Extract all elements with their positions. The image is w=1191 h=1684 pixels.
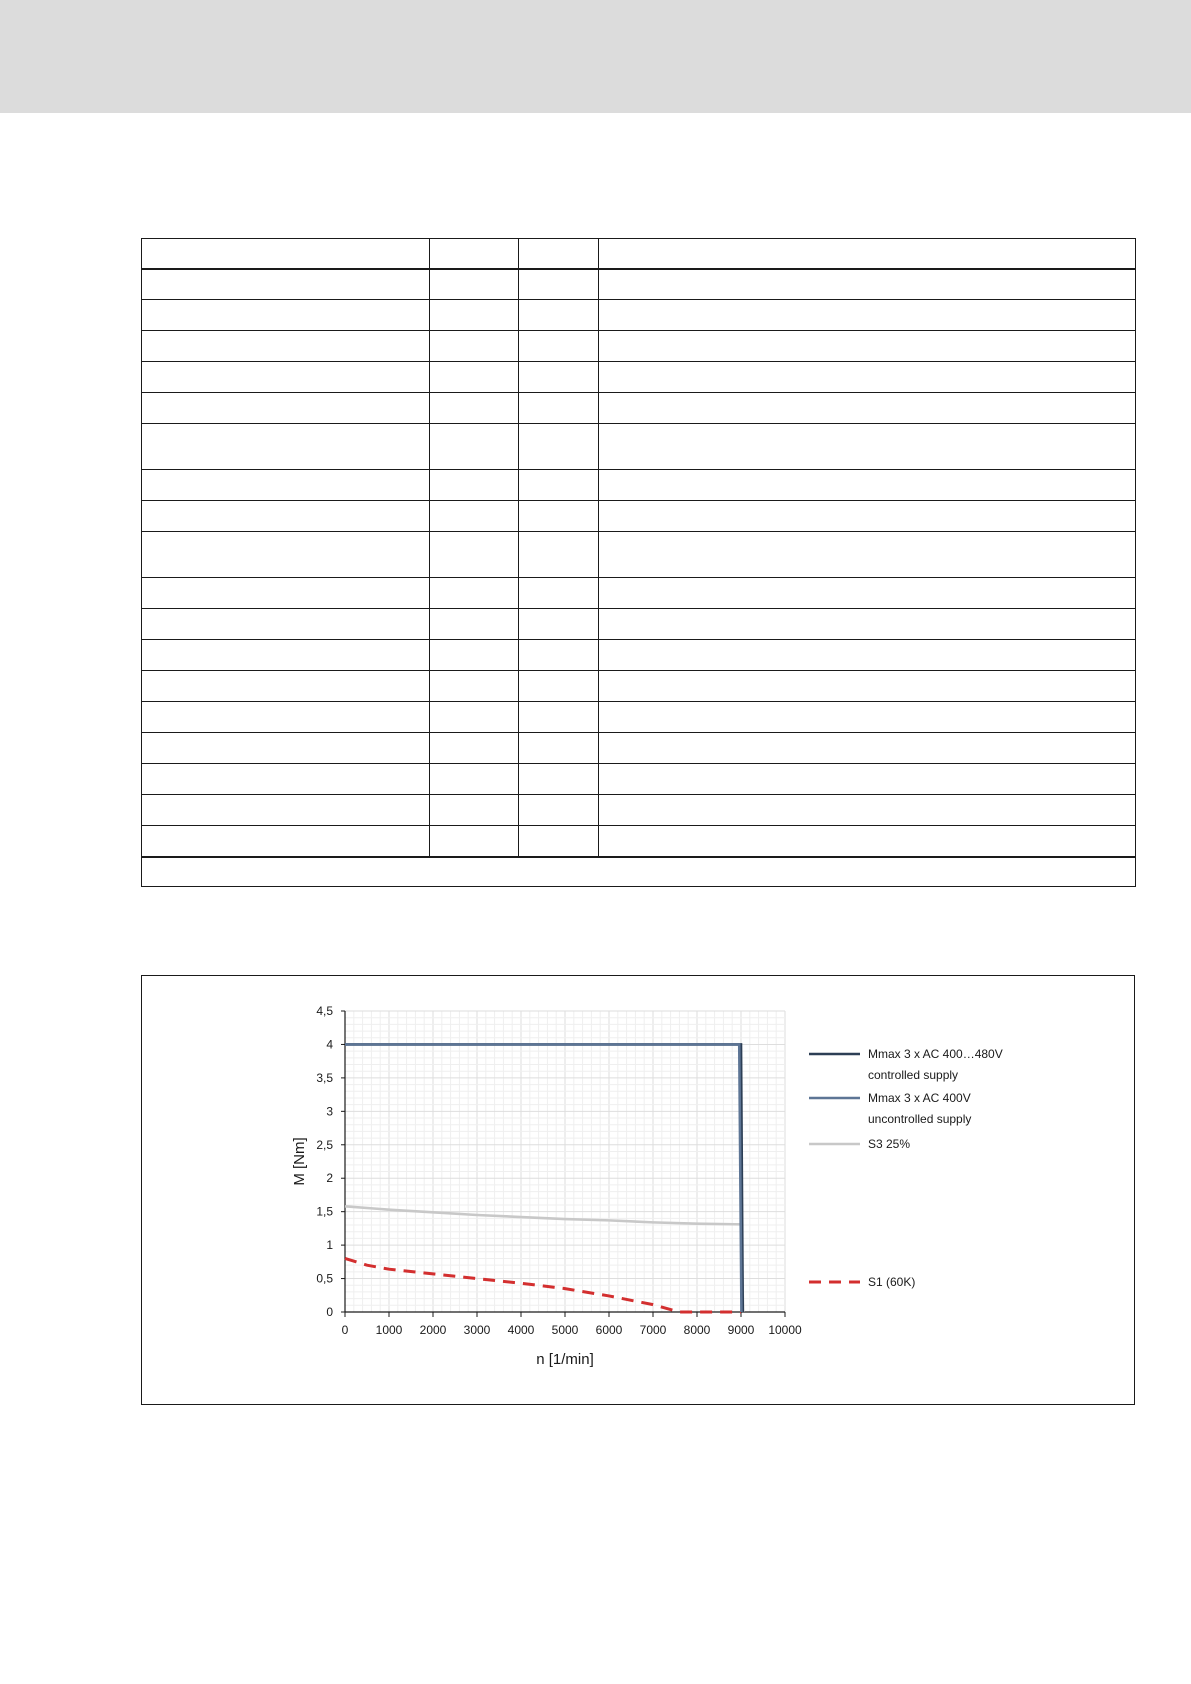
table-cell xyxy=(599,702,1136,733)
table-cell xyxy=(519,702,599,733)
x-tick-label: 1000 xyxy=(375,1323,403,1337)
table-cell xyxy=(430,424,519,470)
table-row xyxy=(142,331,1136,362)
table-cell xyxy=(599,532,1136,578)
table-cell xyxy=(519,239,599,269)
table-cell xyxy=(519,424,599,470)
table-cell xyxy=(519,300,599,331)
table-cell xyxy=(430,578,519,609)
table-cell xyxy=(430,269,519,300)
table-cell xyxy=(519,331,599,362)
table-cell xyxy=(599,826,1136,857)
table-cell xyxy=(430,239,519,269)
table-cell xyxy=(599,671,1136,702)
specification-table xyxy=(141,238,1136,887)
table-row xyxy=(142,764,1136,795)
table-cell xyxy=(519,501,599,532)
table-cell xyxy=(599,640,1136,671)
table-row xyxy=(142,640,1136,671)
table-row xyxy=(142,671,1136,702)
table-cell xyxy=(430,300,519,331)
table-cell xyxy=(142,239,430,269)
table-cell xyxy=(142,424,430,470)
table-cell xyxy=(599,470,1136,501)
table-cell xyxy=(599,764,1136,795)
table-cell xyxy=(599,795,1136,826)
legend-label: S1 (60K) xyxy=(868,1275,916,1289)
table-cell xyxy=(142,764,430,795)
table-cell xyxy=(519,640,599,671)
table-cell xyxy=(430,795,519,826)
table-cell xyxy=(519,795,599,826)
table-cell xyxy=(142,733,430,764)
table-cell xyxy=(142,362,430,393)
table-row xyxy=(142,300,1136,331)
table-cell xyxy=(599,331,1136,362)
table-cell xyxy=(430,501,519,532)
table-cell xyxy=(430,362,519,393)
table-cell xyxy=(599,501,1136,532)
table-cell xyxy=(430,671,519,702)
table-cell xyxy=(142,331,430,362)
table-row xyxy=(142,857,1136,887)
table-cell xyxy=(599,362,1136,393)
x-tick-label: 9000 xyxy=(727,1323,755,1337)
table-row xyxy=(142,702,1136,733)
table-cell xyxy=(142,702,430,733)
x-tick-label: 6000 xyxy=(595,1323,623,1337)
table-cell xyxy=(142,826,430,857)
x-tick-label: 5000 xyxy=(551,1323,579,1337)
y-tick-label: 3 xyxy=(326,1104,333,1119)
table-cell xyxy=(599,733,1136,764)
table-cell xyxy=(519,269,599,300)
table-cell xyxy=(519,764,599,795)
table-row xyxy=(142,795,1136,826)
y-axis-title: M [Nm] xyxy=(291,1137,308,1186)
table-cell xyxy=(430,640,519,671)
table-cell xyxy=(519,671,599,702)
y-tick-label: 2,5 xyxy=(316,1137,333,1152)
x-tick-label: 0 xyxy=(341,1323,349,1337)
table-cell xyxy=(599,609,1136,640)
table-cell xyxy=(142,795,430,826)
table-cell xyxy=(142,609,430,640)
table-row xyxy=(142,733,1136,764)
table-cell xyxy=(430,393,519,424)
chart-canvas xyxy=(142,976,1134,1404)
table-row xyxy=(142,578,1136,609)
table-cell xyxy=(142,671,430,702)
legend-label: controlled supply xyxy=(868,1068,959,1082)
x-tick-label: 3000 xyxy=(463,1323,491,1337)
y-tick-label: 1 xyxy=(326,1238,333,1253)
table-cell xyxy=(519,609,599,640)
y-tick-label: 4,5 xyxy=(316,1004,333,1018)
table-cell xyxy=(142,578,430,609)
table-row xyxy=(142,532,1136,578)
series-line xyxy=(345,1206,743,1312)
table-cell xyxy=(430,764,519,795)
table-cell xyxy=(599,300,1136,331)
table-cell xyxy=(519,733,599,764)
table-cell xyxy=(142,393,430,424)
table-cell xyxy=(430,532,519,578)
torque-speed-chart xyxy=(141,975,1135,1405)
table-row xyxy=(142,424,1136,470)
table-cell xyxy=(430,826,519,857)
y-tick-label: 0 xyxy=(326,1305,333,1319)
x-tick-label: 10000 xyxy=(768,1323,802,1337)
page-header-bar xyxy=(0,0,1191,113)
table-row xyxy=(142,826,1136,857)
table-cell xyxy=(519,470,599,501)
table-cell xyxy=(430,609,519,640)
table-cell xyxy=(430,331,519,362)
table-cell xyxy=(599,269,1136,300)
table-row xyxy=(142,239,1136,269)
x-tick-label: 4000 xyxy=(507,1323,535,1337)
table-row xyxy=(142,393,1136,424)
y-tick-label: 0,5 xyxy=(316,1271,333,1286)
table-row xyxy=(142,269,1136,300)
table-cell xyxy=(519,362,599,393)
table-row xyxy=(142,362,1136,393)
table-cell xyxy=(142,857,1136,887)
table-cell xyxy=(142,269,430,300)
table-cell xyxy=(519,532,599,578)
table-cell xyxy=(142,532,430,578)
y-tick-label: 4 xyxy=(326,1037,333,1052)
y-tick-label: 1,5 xyxy=(316,1204,333,1219)
table-cell xyxy=(519,578,599,609)
table-cell xyxy=(142,501,430,532)
legend-label: S3 25% xyxy=(868,1137,911,1151)
table-row xyxy=(142,501,1136,532)
table-row xyxy=(142,470,1136,501)
table-cell xyxy=(519,393,599,424)
table-cell xyxy=(430,702,519,733)
x-tick-label: 2000 xyxy=(419,1323,447,1337)
x-tick-label: 8000 xyxy=(683,1323,711,1337)
legend-label: uncontrolled supply xyxy=(868,1112,972,1126)
x-tick-label: 7000 xyxy=(639,1323,667,1337)
legend-label: Mmax 3 x AC 400V xyxy=(868,1091,971,1105)
table-cell xyxy=(599,424,1136,470)
table-cell xyxy=(519,826,599,857)
table-cell xyxy=(599,239,1136,269)
table-cell xyxy=(599,578,1136,609)
table-row xyxy=(142,609,1136,640)
table-cell xyxy=(142,300,430,331)
table-cell xyxy=(142,640,430,671)
table-cell xyxy=(430,733,519,764)
y-tick-label: 3,5 xyxy=(316,1070,333,1085)
table-cell xyxy=(599,393,1136,424)
table-cell xyxy=(430,470,519,501)
x-axis-title: n [1/min] xyxy=(536,1351,594,1368)
y-tick-label: 2 xyxy=(326,1171,333,1186)
legend-label: Mmax 3 x AC 400…480V xyxy=(868,1047,1003,1061)
table-cell xyxy=(142,470,430,501)
